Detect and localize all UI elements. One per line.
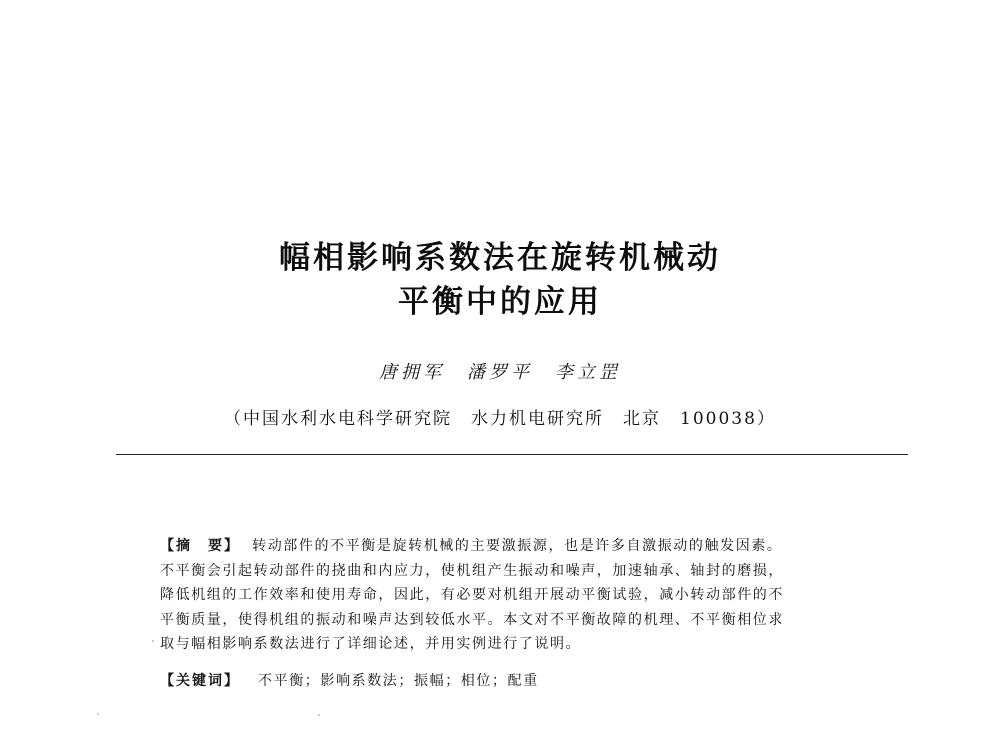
abstract-line-3: 降低机组的工作效率和使用寿命，因此，有必要对机组开展动平衡试验，减小转动部件的不 (160, 587, 784, 604)
author-affiliation: （中国水利水电科学研究院 水力机电研究所 北京 100038） (224, 409, 776, 429)
scan-speck (97, 713, 99, 715)
header-divider (116, 454, 908, 455)
scan-speck (152, 640, 154, 642)
scan-speck (318, 714, 320, 716)
paper-title-line-1: 幅相影响系数法在旋转机械动 (279, 240, 721, 276)
keywords-text: 不平衡；影响系数法；振幅；相位；配重 (258, 673, 539, 689)
abstract-line-4: 平衡质量，使得机组的振动和噪声达到较低水平。本文对不平衡故障的机理、不平衡相位求 (160, 611, 784, 628)
keywords-line (160, 670, 860, 690)
author-list: 唐拥军 潘罗平 李立罡 (379, 362, 621, 383)
abstract-label: 【摘 要】 (160, 538, 240, 554)
paper-title-line-2: 平衡中的应用 (398, 284, 602, 320)
abstract-line-2: 不平衡会引起转动部件的挠曲和内应力，使机组产生振动和噪声，加速轴承、轴封的磨损， (160, 562, 784, 579)
abstract-line-5: 取与幅相影响系数法进行了详细论述，并用实例进行了说明。 (160, 636, 582, 653)
keywords-label: 【关键词】 (160, 673, 240, 689)
abstract-block (160, 534, 860, 657)
abstract-line-1 (160, 534, 860, 559)
abstract-text-line: 转动部件的不平衡是旋转机械的主要激振源，也是许多自激振动的触发因素。 (252, 538, 783, 554)
